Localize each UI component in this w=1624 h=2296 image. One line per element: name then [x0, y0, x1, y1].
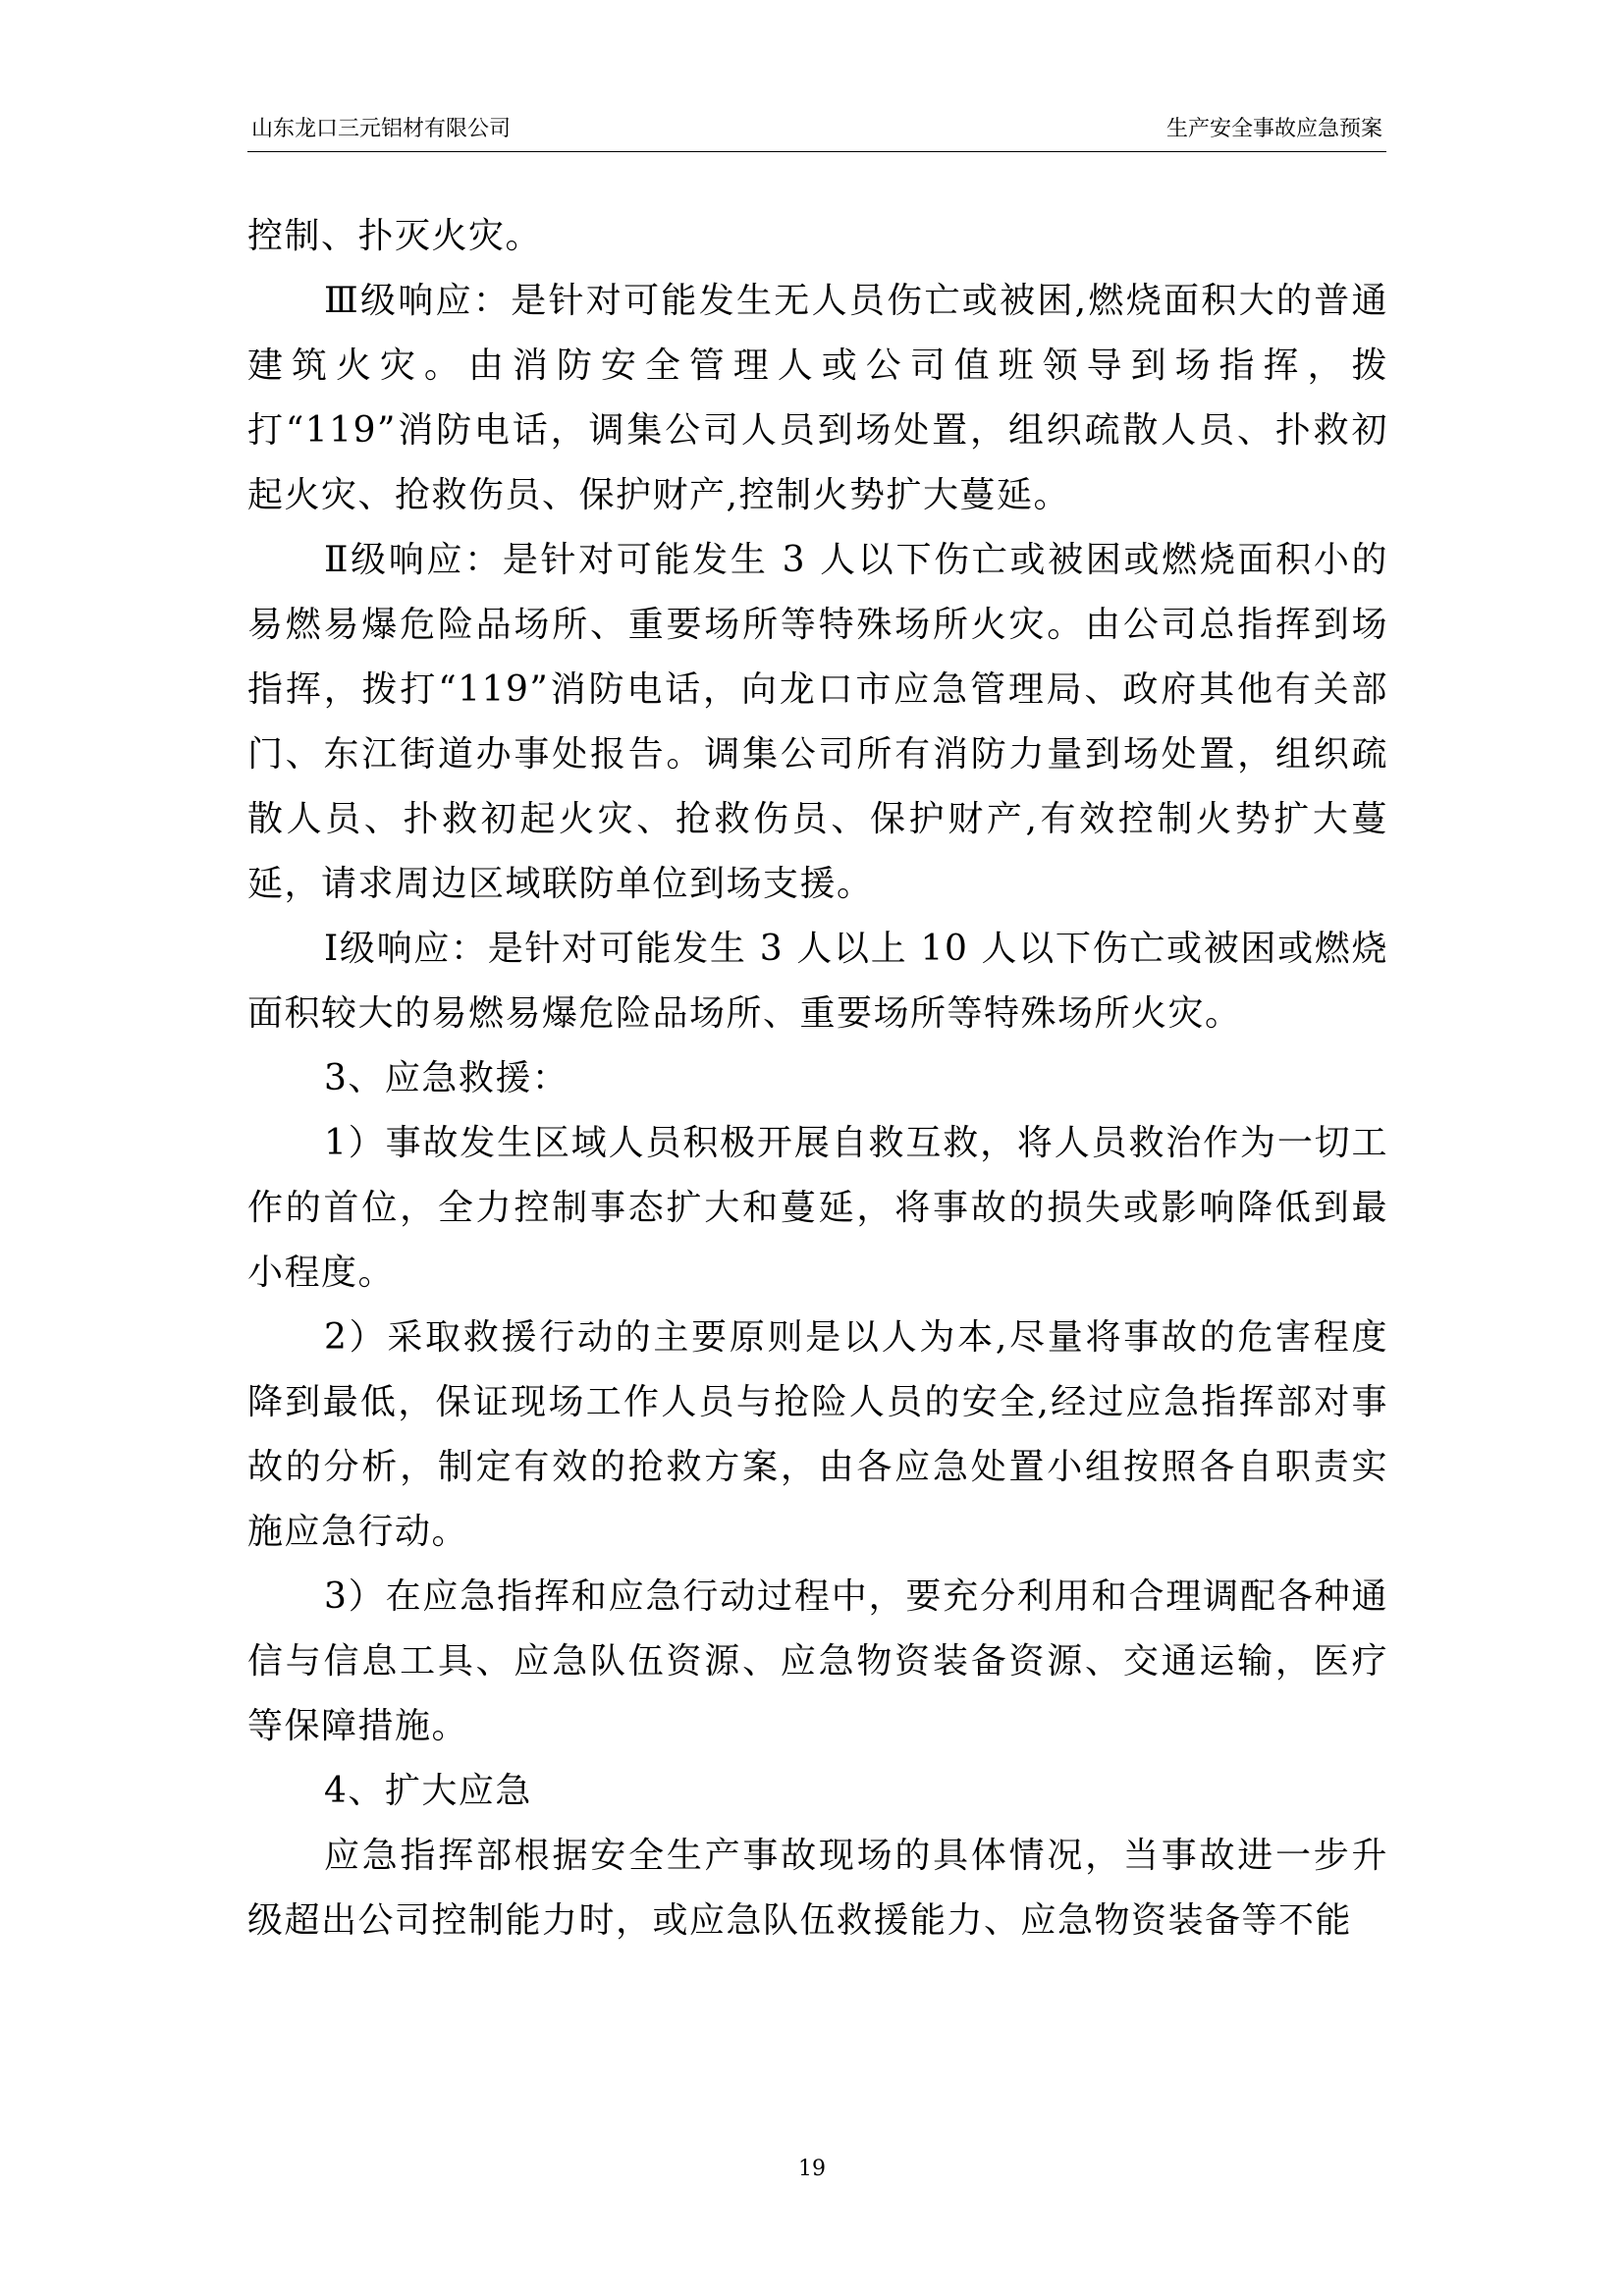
header-company-name: 山东龙口三元铝材有限公司	[251, 117, 512, 141]
page-number: 19	[798, 2157, 826, 2181]
paragraph-rescue-item-3: 3）在应急指挥和应急行动过程中，要充分利用和合理调配各种通信与信息工具、应急队伍资源、应急物资装备资源、交通运输，医疗等保障措施。	[247, 1576, 1388, 1746]
header-document-title: 生产安全事故应急预案	[1165, 117, 1382, 141]
section-heading-emergency-rescue: 3、应急救援：	[324, 1058, 569, 1098]
paragraph-level-3-response: Ⅲ级响应：是针对可能发生无人员伤亡或被困,燃烧面积大的普通建筑火灾。由消防安全管理人或公司值班领导到场指挥，拨打“119”消防电话，调集公司人员到场处置，组织疏散人员、扑救初起火灾、抢救伤员、保护财产,控制火势扩大蔓延。	[247, 281, 1388, 515]
paragraph-fire-control: 控制、扑灭火灾。	[247, 216, 543, 256]
page-header	[247, 108, 1386, 152]
paragraph-level-2-response: Ⅱ级响应：是针对可能发生 3 人以下伤亡或被困或燃烧面积小的易燃易爆危险品场所、重要场所等特殊场所火灾。由公司总指挥到场指挥，拨打“119”消防电话，向龙口市应急管理局、政府其他有关部门、东江街道办事处报告。调集公司所有消防力量到场处置，组织疏散人员、扑救初起火灾、抢救伤员、保护财产,有效控制火势扩大蔓延，请求周边区域联防单位到场支援。	[247, 540, 1388, 904]
paragraph-rescue-item-1: 1）事故发生区域人员积极开展自救互救，将人员救治作为一切工作的首位，全力控制事态扩大和蔓延，将事故的损失或影响降低到最小程度。	[247, 1123, 1388, 1293]
paragraph-expanded-emergency: 应急指挥部根据安全生产事故现场的具体情况，当事故进一步升级超出公司控制能力时，或应急队伍救援能力、应急物资装备等不能	[247, 1836, 1388, 1941]
page-body	[247, 204, 1388, 1953]
paragraph-rescue-item-2: 2）采取救援行动的主要原则是以人为本,尽量将事故的危害程度降到最低，保证现场工作人员与抢险人员的安全,经过应急指挥部对事故的分析，制定有效的抢救方案，由各应急处置小组按照各自职责实施应急行动。	[247, 1317, 1388, 1552]
section-heading-expanded-emergency: 4、扩大应急	[324, 1771, 532, 1811]
paragraph-level-1-response: Ⅰ级响应：是针对可能发生 3 人以上 10 人以下伤亡或被困或燃烧面积较大的易燃易爆危险品场所、重要场所等特殊场所火灾。	[247, 929, 1388, 1034]
